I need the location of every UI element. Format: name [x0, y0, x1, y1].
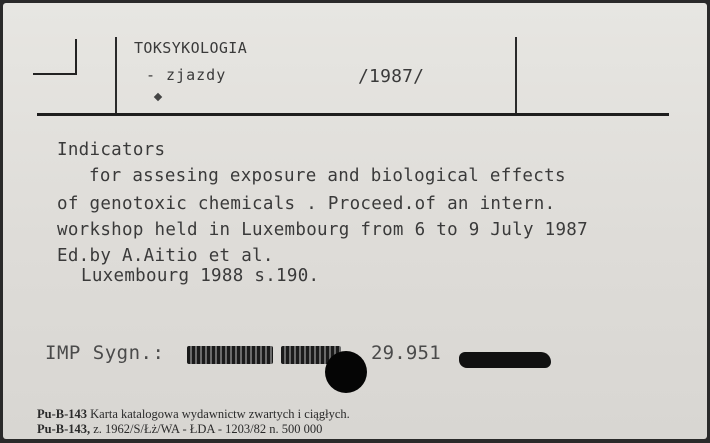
footer-print-info: z. 1962/S/Łż/WA - ŁDA - 1203/82 n. 500 000	[90, 422, 323, 436]
subject-heading: TOKSYKOLOGIA	[134, 39, 248, 57]
editor-line: Ed.by A.Aitio et al.	[57, 246, 274, 266]
struck-out-signature	[187, 346, 345, 368]
subject-subheading: - zjazdy	[146, 66, 227, 84]
imprint-line: Luxembourg 1988 s.190.	[81, 266, 320, 286]
header-divider-right	[515, 37, 517, 115]
signature-number: 29.951	[371, 342, 441, 364]
header-rule	[37, 113, 669, 116]
title-line: Indicators	[57, 140, 166, 160]
title-line: workshop held in Luxembourg from 6 to 9 July 1987	[57, 220, 588, 240]
footer-form-code: Pu-B-143	[37, 407, 87, 421]
punch-hole	[325, 351, 367, 393]
corner-rule-mark	[33, 39, 77, 75]
footer-form-code: Pu-B-143,	[37, 422, 91, 436]
title-line: of genotoxic chemicals . Proceed.of an intern.	[57, 194, 556, 214]
subject-year: /1987/	[358, 66, 425, 87]
catalog-card	[3, 3, 707, 439]
struck-out-text	[187, 346, 273, 364]
footer-line-1	[37, 407, 350, 422]
header-divider-left	[115, 37, 117, 115]
ink-blot	[459, 352, 551, 368]
title-line: for assesing exposure and biological effects	[89, 166, 566, 186]
signature-label: IMP Sygn.:	[45, 342, 165, 364]
footer-form-title: Karta katalogowa wydawnictw zwartych i ciągłych.	[87, 407, 350, 421]
ink-mark	[154, 93, 162, 101]
footer-line-2	[37, 422, 322, 437]
